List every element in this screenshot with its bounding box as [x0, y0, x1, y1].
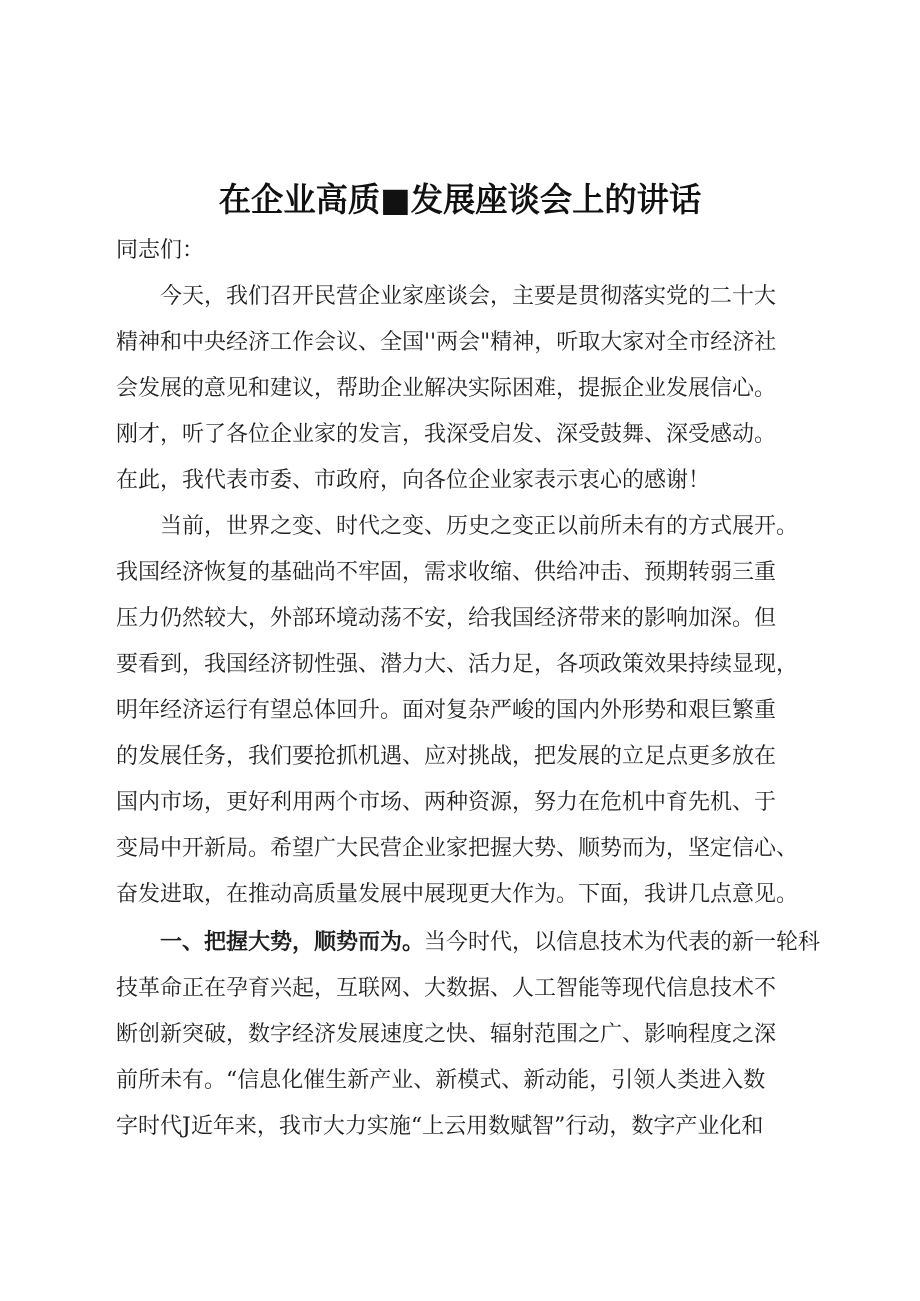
paragraph-line: 我国经济恢复的基础尚不牢固，需求收缩、供给冲击、预期转弱三重	[116, 560, 777, 585]
paragraph-line: 断创新突破，数字经济发展速度之快、辐射范围之广、影响程度之深	[116, 1022, 777, 1047]
salutation: 同志们：	[116, 238, 205, 263]
paragraph-line: 明年经济运行有望总体回升。面对复杂严峻的国内外形势和艰巨繁重	[116, 698, 777, 723]
paragraph-line: 压力仍然较大，外部环境动荡不安，给我国经济带来的影响加深。但	[116, 606, 777, 631]
paragraph-line: 奋发进取，在推动高质量发展中展现更大作为。下面，我讲几点意见。	[116, 882, 799, 907]
paragraph-line: 刚才，听了各位企业家的发言，我深受启发、深受鼓舞、深受感动。	[116, 422, 777, 447]
document-title: 在企业高质■发展座谈会上的讲话	[218, 180, 702, 219]
paragraph-line: 国内市场，更好利用两个市场、两种资源，努力在危机中育先机、于	[116, 790, 777, 815]
paragraph-line: 要看到，我国经济韧性强、潜力大、活力足，各项政策效果持续显现，	[116, 652, 799, 677]
paragraph-line: 精神和中央经济工作会议、全国''两会"精神，听取大家对全市经济社	[116, 330, 777, 355]
paragraph-line: 当前，世界之变、时代之变、历史之变正以前所未有的方式展开。	[160, 514, 799, 539]
paragraph-line: 会发展的意见和建议，帮助企业解决实际困难，提振企业发展信心。	[116, 376, 777, 401]
paragraph-line: 前所未有。“信息化催生新产业、新模式、新动能，引领人类进入数	[116, 1068, 766, 1093]
paragraph-line: 在此，我代表市委、市政府，向各位企业家表示衷心的感谢！	[116, 468, 711, 493]
paragraph-line: 变局中开新局。希望广大民营企业家把握大势、顺势而为，坚定信心、	[116, 836, 799, 861]
paragraph-line: 的发展任务，我们要抢抓机遇、应对挑战，把发展的立足点更多放在	[116, 744, 777, 769]
section-heading-line	[160, 925, 820, 961]
section-heading: 一、把握大势，顺势而为。	[160, 930, 425, 955]
paragraph-text: 当今时代，以信息技术为代表的新一轮科	[424, 930, 821, 955]
paragraph-line: 字时代J近年来，我市大力实施“上云用数赋智”行动，数字产业化和	[116, 1114, 764, 1139]
paragraph-line: 今天，我们召开民营企业家座谈会，主要是贯彻落实党的二十大	[160, 284, 777, 309]
paragraph-line: 技革命正在孕育兴起，互联网、大数据、人工智能等现代信息技术不	[116, 976, 777, 1001]
